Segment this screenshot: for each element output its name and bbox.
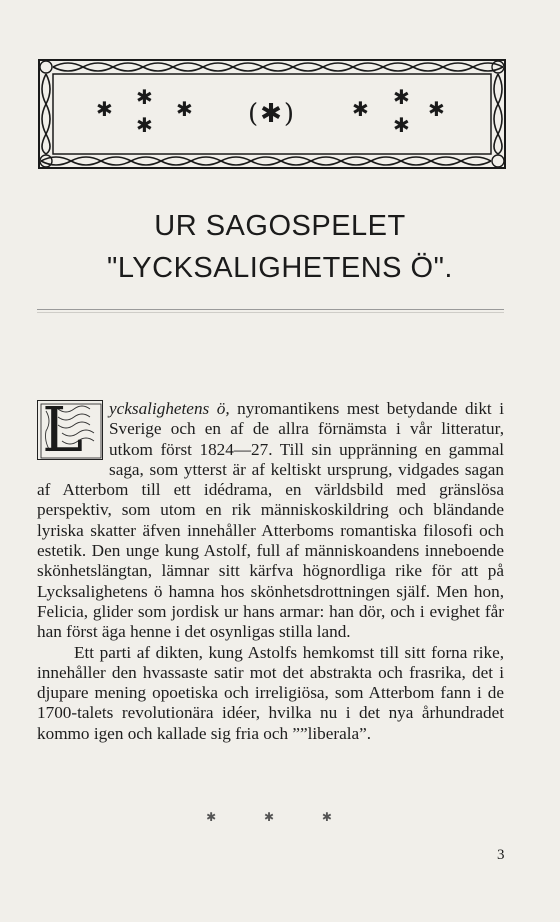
paragraph-1-text: nyromantikens mest betydande dikt i Sverige och en af de allra förnämsta i vår litteratur, utkom först 1824—27. Till sin uppränning en gammal saga, som ytterst är af keltiskt ursprung, vidgades sagan af Atterbom till ett idédrama, en världsbild med gränslösa perspektiv, som utom en rik människoskildring och bländande lyriska skatter äfven innehåller Atterboms romantiska filosofi och estetik. Den unge kung Astolf, full af människoandens inneboende skönhetslängtan, lämnar sitt kärfva högnordliga rike för att på Lycksalighetens ö hamna hos skönhetsdrottningen själf. Men hon, Felicia, glider som jordisk ur hans armar: han dör, och i evighet får han först äga henne i det osynligas stilla land. xyxy=(37,399,504,642)
title-rule xyxy=(37,309,504,310)
chapter-title-line-1: UR SAGOSPELET xyxy=(154,210,406,242)
paragraph-2: Ett parti af dikten, kung Astolfs hemkomst till sitt forna rike, innehåller den hvassaste satir mot det abstrakta och frasrika, det i djupare mening opoetiska och irreligiösa, som Atterbom fann i de 1700-talets revolutionära idéer, hvilka nu i det nya århundradet kommo igen och kallade sig fria och ””liberala”. xyxy=(37,642,504,743)
left-star-icon: ✱ xyxy=(176,97,193,121)
opening-italic: ycksalighetens ö, xyxy=(109,399,230,418)
right-star-icon: ✱ xyxy=(352,97,369,121)
chapter-title-line-2: "LYCKSALIGHETENS Ö". xyxy=(107,252,453,284)
body-text xyxy=(37,393,504,744)
title-rule-faint xyxy=(37,312,504,313)
decorated-initial xyxy=(37,393,103,466)
initial-letter: L xyxy=(42,393,84,466)
left-star-icon: ✱ xyxy=(136,113,153,137)
right-star-icon: ✱ xyxy=(428,97,445,121)
right-star-icon: ✱ xyxy=(393,113,410,137)
page-number: 3 xyxy=(497,847,505,863)
right-star-icon: ✱ xyxy=(393,85,410,109)
section-asterism: ✱ ✱ ✱ xyxy=(206,810,354,824)
left-star-icon: ✱ xyxy=(96,97,113,121)
paragraph-1 xyxy=(37,393,504,643)
left-star-icon: ✱ xyxy=(136,85,153,109)
ornament-emblem-text: (✱) xyxy=(247,99,297,129)
